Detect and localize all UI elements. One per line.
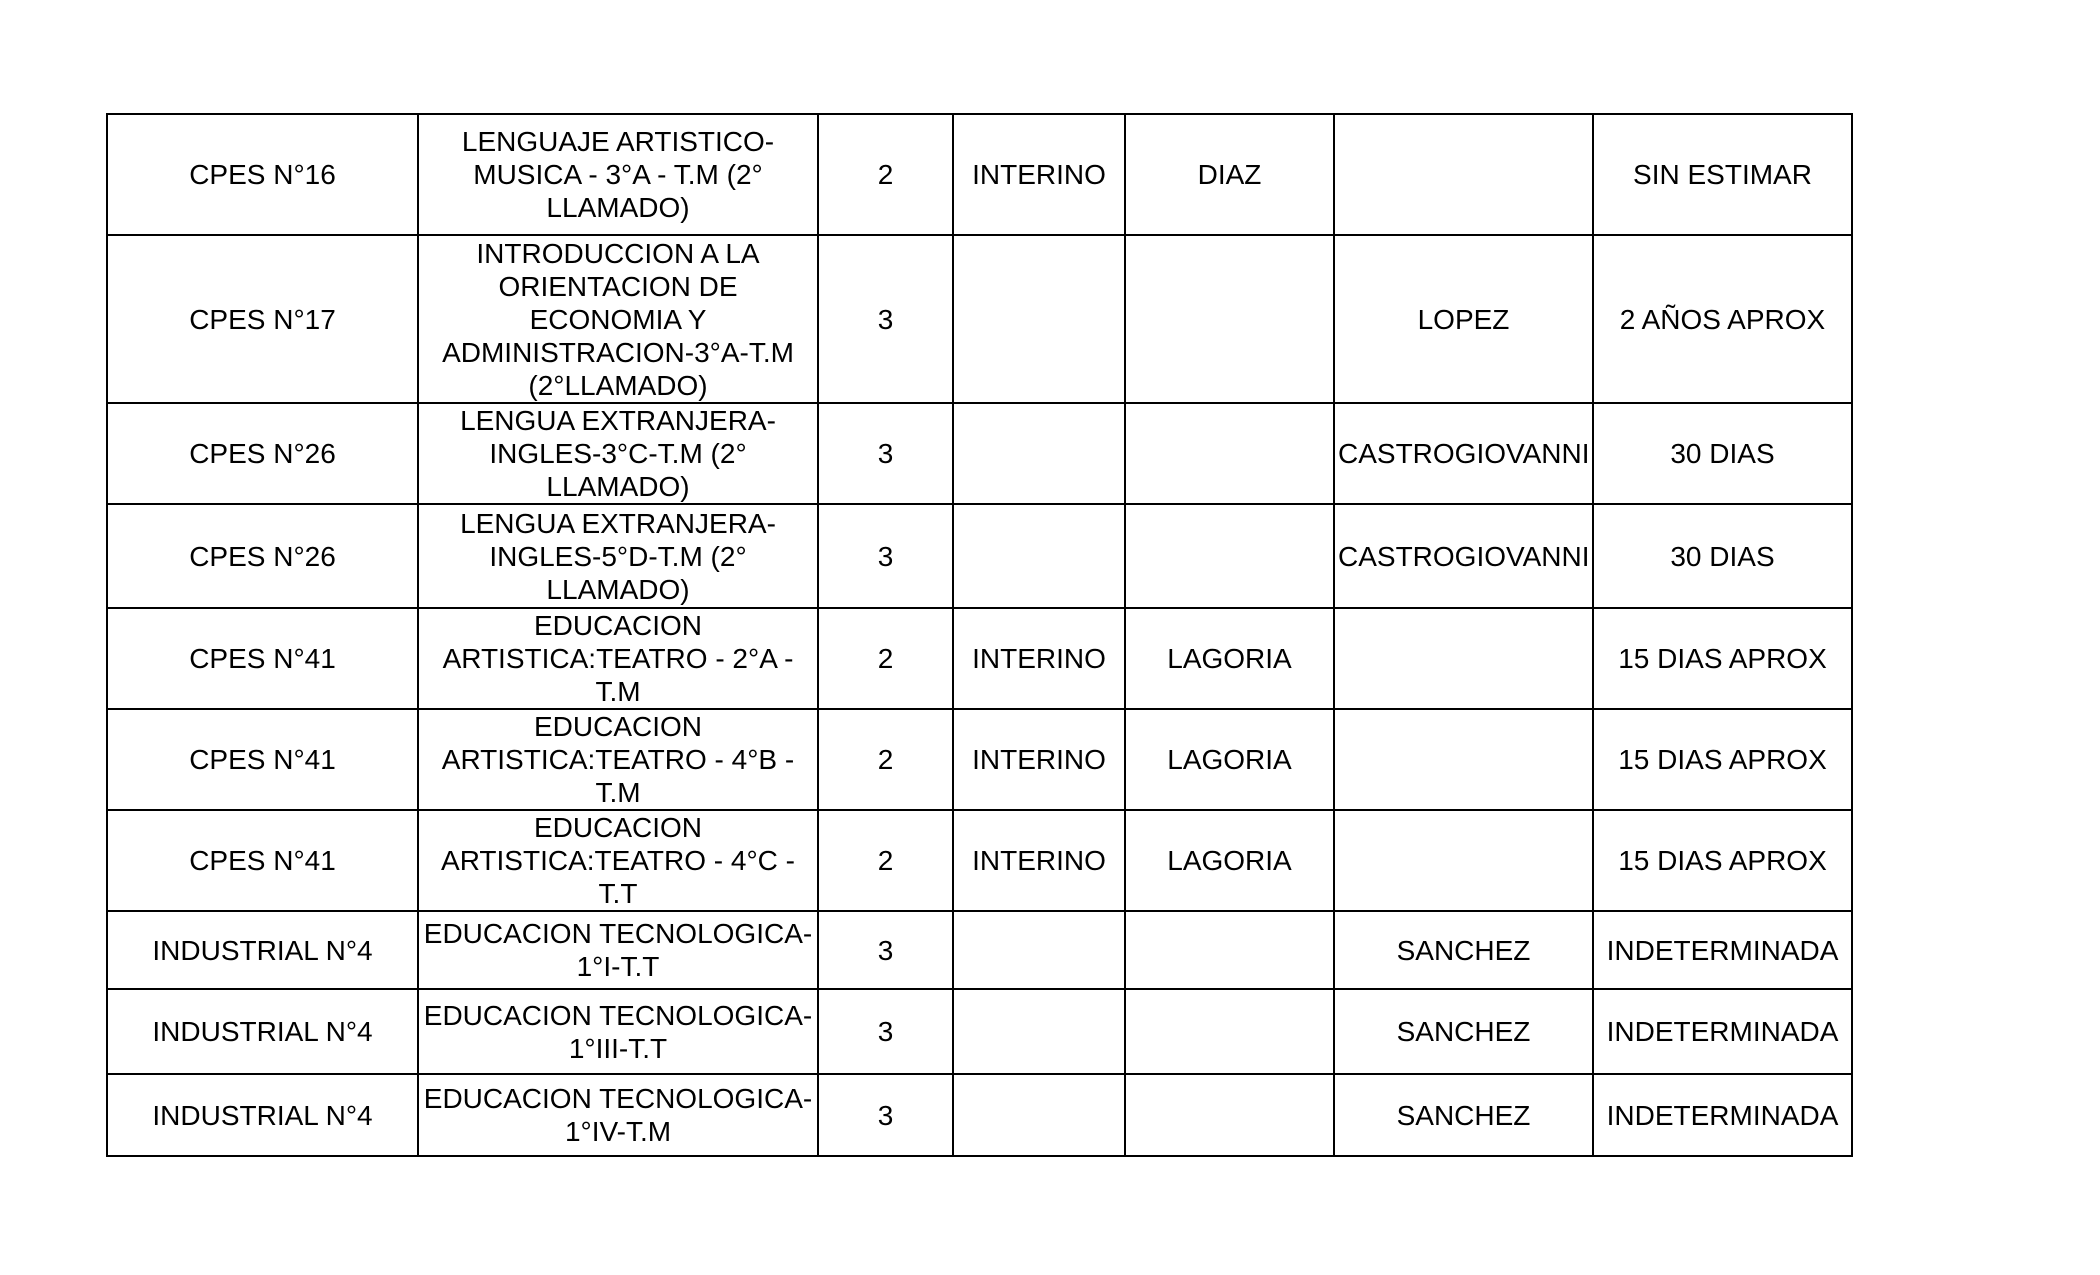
hours-cell: 3 bbox=[818, 911, 953, 989]
duration-cell: 15 DIAS APROX bbox=[1593, 709, 1852, 810]
duration-cell: 15 DIAS APROX bbox=[1593, 810, 1852, 911]
status-cell: INTERINO bbox=[953, 608, 1125, 709]
subject-cell: LENGUA EXTRANJERA-INGLES-5°D-T.M (2° LLAMADO) bbox=[418, 504, 818, 608]
school-cell: CPES N°17 bbox=[107, 235, 418, 403]
table-row bbox=[107, 608, 1852, 709]
subject-cell: LENGUA EXTRANJERA-INGLES-3°C-T.M (2° LLAMADO) bbox=[418, 403, 818, 504]
substitute-cell: SANCHEZ bbox=[1334, 911, 1593, 989]
hours-cell: 3 bbox=[818, 235, 953, 403]
status-cell bbox=[953, 504, 1125, 608]
status-cell: INTERINO bbox=[953, 114, 1125, 235]
table-row bbox=[107, 504, 1852, 608]
holder-cell bbox=[1125, 1074, 1334, 1156]
duration-cell: 30 DIAS bbox=[1593, 504, 1852, 608]
substitute-cell bbox=[1334, 709, 1593, 810]
school-cell: CPES N°16 bbox=[107, 114, 418, 235]
hours-cell: 3 bbox=[818, 403, 953, 504]
table-row bbox=[107, 709, 1852, 810]
holder-cell: LAGORIA bbox=[1125, 608, 1334, 709]
substitute-cell: SANCHEZ bbox=[1334, 1074, 1593, 1156]
duration-cell: 30 DIAS bbox=[1593, 403, 1852, 504]
duration-cell: INDETERMINADA bbox=[1593, 911, 1852, 989]
holder-cell bbox=[1125, 911, 1334, 989]
hours-cell: 2 bbox=[818, 114, 953, 235]
table-row bbox=[107, 114, 1852, 235]
holder-cell: DIAZ bbox=[1125, 114, 1334, 235]
hours-cell: 3 bbox=[818, 1074, 953, 1156]
hours-cell: 2 bbox=[818, 810, 953, 911]
school-cell: INDUSTRIAL N°4 bbox=[107, 911, 418, 989]
substitute-cell bbox=[1334, 114, 1593, 235]
duration-cell: 2 AÑOS APROX bbox=[1593, 235, 1852, 403]
status-cell bbox=[953, 989, 1125, 1074]
substitute-cell bbox=[1334, 608, 1593, 709]
duration-cell: 15 DIAS APROX bbox=[1593, 608, 1852, 709]
school-cell: CPES N°41 bbox=[107, 608, 418, 709]
school-cell: CPES N°41 bbox=[107, 709, 418, 810]
hours-cell: 2 bbox=[818, 608, 953, 709]
subject-cell: EDUCACION TECNOLOGICA-1°III-T.T bbox=[418, 989, 818, 1074]
subject-cell: LENGUAJE ARTISTICO-MUSICA - 3°A - T.M (2° LLAMADO) bbox=[418, 114, 818, 235]
status-cell bbox=[953, 235, 1125, 403]
holder-cell bbox=[1125, 504, 1334, 608]
status-cell: INTERINO bbox=[953, 810, 1125, 911]
subject-cell: EDUCACION ARTISTICA:TEATRO - 4°B - T.M bbox=[418, 709, 818, 810]
status-cell bbox=[953, 1074, 1125, 1156]
duration-cell: SIN ESTIMAR bbox=[1593, 114, 1852, 235]
school-cell: CPES N°41 bbox=[107, 810, 418, 911]
school-cell: INDUSTRIAL N°4 bbox=[107, 989, 418, 1074]
subject-cell: INTRODUCCION A LA ORIENTACION DE ECONOMIA Y ADMINISTRACION-3°A-T.M (2°LLAMADO) bbox=[418, 235, 818, 403]
substitute-cell: SANCHEZ bbox=[1334, 989, 1593, 1074]
holder-cell bbox=[1125, 235, 1334, 403]
duration-cell: INDETERMINADA bbox=[1593, 989, 1852, 1074]
status-cell: INTERINO bbox=[953, 709, 1125, 810]
table-row bbox=[107, 911, 1852, 989]
subject-cell: EDUCACION ARTISTICA:TEATRO - 2°A - T.M bbox=[418, 608, 818, 709]
substitute-cell bbox=[1334, 810, 1593, 911]
table-row bbox=[107, 810, 1852, 911]
table-row bbox=[107, 235, 1852, 403]
status-cell bbox=[953, 403, 1125, 504]
duration-cell: INDETERMINADA bbox=[1593, 1074, 1852, 1156]
table-row bbox=[107, 989, 1852, 1074]
substitute-cell: CASTROGIOVANNI bbox=[1334, 504, 1593, 608]
hours-cell: 3 bbox=[818, 504, 953, 608]
subject-cell: EDUCACION TECNOLOGICA-1°IV-T.M bbox=[418, 1074, 818, 1156]
vacancy-table bbox=[106, 113, 1853, 1157]
substitute-cell: CASTROGIOVANNI bbox=[1334, 403, 1593, 504]
holder-cell: LAGORIA bbox=[1125, 709, 1334, 810]
holder-cell bbox=[1125, 403, 1334, 504]
holder-cell: LAGORIA bbox=[1125, 810, 1334, 911]
hours-cell: 3 bbox=[818, 989, 953, 1074]
school-cell: INDUSTRIAL N°4 bbox=[107, 1074, 418, 1156]
subject-cell: EDUCACION ARTISTICA:TEATRO - 4°C - T.T bbox=[418, 810, 818, 911]
table-row bbox=[107, 403, 1852, 504]
school-cell: CPES N°26 bbox=[107, 504, 418, 608]
holder-cell bbox=[1125, 989, 1334, 1074]
school-cell: CPES N°26 bbox=[107, 403, 418, 504]
status-cell bbox=[953, 911, 1125, 989]
subject-cell: EDUCACION TECNOLOGICA-1°I-T.T bbox=[418, 911, 818, 989]
table-row bbox=[107, 1074, 1852, 1156]
hours-cell: 2 bbox=[818, 709, 953, 810]
substitute-cell: LOPEZ bbox=[1334, 235, 1593, 403]
